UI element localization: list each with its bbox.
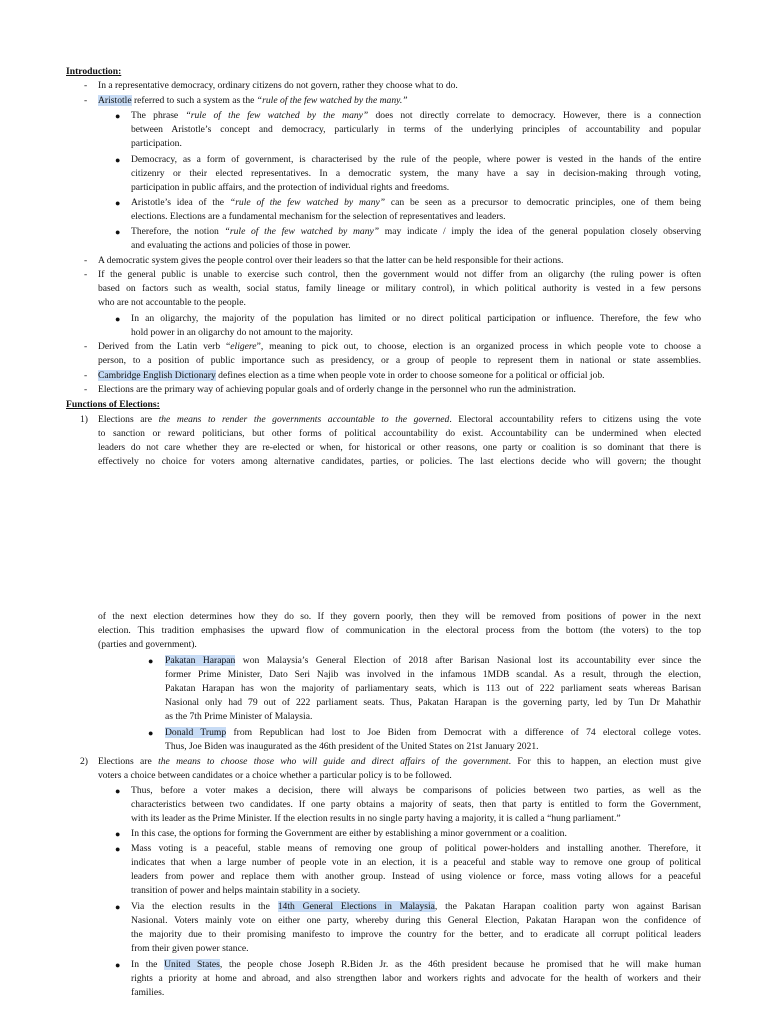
bullet-line: from their given power stance. <box>131 943 249 954</box>
text-span: , the people chose Joseph R.Biden Jr. as the 46th president because he promised that he will make human <box>219 959 701 970</box>
bullet-line: indicates that when a large number of people vote in an election, it is a peaceful and stable way to remove one group of political <box>131 857 701 868</box>
bullet-line: Nasional only had 79 out of 222 parliament seats. Thus, Pakatan Harapan is the governing party, led by Tun Dr Mahathir <box>165 697 701 708</box>
bullet-line: leaders from power and replace them with another group. Instead of using violence or force, mass voting allows for a peaceful <box>131 871 701 882</box>
bullet-line: elections. Elections are a fundamental mechanism for the selection of representatives and leaders. <box>131 211 506 222</box>
intro-paragraph: If the general public is unable to exercise such control, then the government would not differ from an oligarchy (the ruling power is often <box>98 269 701 280</box>
introduction-heading: Introduction: <box>66 66 122 77</box>
text-span: Derived from the Latin verb “ <box>98 341 231 352</box>
bullet-line: Pakatan Harapan has won the majority of parliamentary seats, which is 113 out of 222 parliament seats whereas Barisan <box>165 683 701 694</box>
bullet-line <box>131 225 701 239</box>
bullet-line: Thus, before a voter makes a decision, there will always be comparisons of policies between two parties, as well as the <box>131 785 701 796</box>
dash-marker: - <box>84 341 88 352</box>
intro-paragraph: based on factors such as wealth, social status, family lineage or military control), in which political authority is vested in a few persons <box>98 283 701 294</box>
bullet-line: characteristics between two candidates. If one party obtains a majority of seats, then that party is entitled to form the Government, <box>131 799 701 810</box>
bullet-line: citizenry or their elected representatives. In a democratic system, the many have a say in decision-making through voting, <box>131 168 701 179</box>
text-span: , the Pakatan Harapan coalition party won against Barisan <box>434 901 701 912</box>
text-span: Therefore, the notion <box>131 226 225 237</box>
bullet-line <box>131 958 701 972</box>
function-paragraph: election. This tradition emphasises the upward flow of communication in the electoral process from the bottom (the voters) to the top <box>98 625 701 636</box>
function-paragraph: of the next election determines how they do so. If they govern poorly, then they will be removed from positions of power in the next <box>98 611 701 622</box>
bullet-line: hold power in an oligarchy do not amount to the majority. <box>131 327 353 338</box>
text-span: Via the election results in the <box>131 901 278 912</box>
bullet-marker: ● <box>115 960 121 970</box>
text-span: Elections are <box>98 756 159 767</box>
bullet-line: Mass voting is a peaceful, stable means of removing one group of political power-holders and installing another. Therefore, it <box>131 843 701 854</box>
bullet-marker: ● <box>115 902 121 912</box>
bullet-marker: ● <box>115 314 121 324</box>
intro-paragraph: In a representative democracy, ordinary citizens do not govern, rather they choose what to do. <box>98 80 458 91</box>
bullet-marker: ● <box>115 844 121 854</box>
bullet-line: with its leader as the Prime Minister. If the election results in no single party having a majority, it is called a “hung parliament.” <box>131 813 621 824</box>
bullet-line <box>131 900 701 914</box>
emphasis: the means to render the governments accountable to the governed <box>158 414 450 425</box>
dash-marker: - <box>84 269 88 280</box>
quote: “rule of the few watched by the many.” <box>256 95 408 106</box>
emphasis: the means to choose those who will guide and direct affairs of the government <box>158 756 509 767</box>
function-paragraph <box>98 755 701 769</box>
bullet-line <box>165 726 701 740</box>
intro-paragraph: A democratic system gives the people control over their leaders so that the latter can be held responsible for their actions. <box>98 255 564 266</box>
text-span: Elections are <box>98 414 159 425</box>
highlighted-term: Cambridge English Dictionary <box>98 370 216 381</box>
bullet-line: participation in public affairs, and the protection of individual rights and freedoms. <box>131 182 450 193</box>
dash-marker: - <box>84 370 88 381</box>
function-paragraph: voters a choice between candidates or a choice whether a particular policy is to be followed. <box>98 770 452 781</box>
bullet-line: and evaluating the actions and policies of those in power. <box>131 240 351 251</box>
bullet-line: former Prime Minister, Dato Seri Najib was involved in the infamous 1MDB scandal. As a result, through the election, <box>165 669 701 680</box>
function-paragraph: leaders do not care whether they are re-elected or when, for historical or other reasons, one party or coalition is so dominant that there is <box>98 442 701 453</box>
text-span: ”, meaning to pick out, to choose, election is an organized process in which people vote to choose a <box>256 341 701 352</box>
bullet-line: rights a priority at home and abroad, and also strengthen labor and workers rights and advocate for the health of workers and their <box>131 973 701 984</box>
function-paragraph: effectively no choice for voters among alternative candidates, parties, or policies. The last elections decide who will govern; the thought <box>98 456 701 467</box>
list-number: 1) <box>80 414 88 425</box>
bullet-marker: ● <box>115 786 121 796</box>
text-span: won Malaysia’s General Election of 2018 after Barisan Nasional lost its accountability ever since the <box>235 655 701 666</box>
bullet-line: the majority due to their promising manifesto to improve the country for the better, and to eradicate all corrupt political leaders <box>131 929 701 940</box>
dash-marker: - <box>84 255 88 266</box>
dash-marker: - <box>84 95 88 106</box>
bullet-marker: ● <box>115 111 121 121</box>
intro-paragraph <box>98 94 408 108</box>
bullet-marker: ● <box>148 728 154 738</box>
bullet-line <box>131 109 701 123</box>
text-span: may indicate / imply the idea of the general population closely observing <box>379 226 701 237</box>
highlighted-term: Aristotle <box>98 95 132 106</box>
quote: “rule of the few watched by the many” <box>185 110 369 121</box>
bullet-line: Nasional. Voters mainly vote on either one party, whereby during this General Election, Pakatan Harapan won the confidence of <box>131 915 701 926</box>
intro-paragraph <box>98 369 605 383</box>
highlighted-term: Pakatan Harapan <box>165 655 236 666</box>
bullet-line <box>165 654 701 668</box>
bullet-marker: ● <box>148 656 154 666</box>
bullet-line: transition of power and helps maintain stability in a society. <box>131 885 361 896</box>
bullet-line: participation. <box>131 138 182 149</box>
list-number: 2) <box>80 756 88 767</box>
intro-paragraph: person, to a position of public importance such as presidency, or a group of people to represent them in national or state assemblies. <box>98 355 701 366</box>
text-span: can be seen as a precursor to democratic principles, one of them being <box>385 197 701 208</box>
text-span: . For this to happen, an election must give <box>508 756 701 767</box>
bullet-line: In an oligarchy, the majority of the population has limited or no direct political participation or influence. Therefore, the few who <box>131 313 701 324</box>
text-span: defines election as a time when people vote in order to choose someone for a political or official job. <box>215 370 605 381</box>
function-paragraph: (parties and government). <box>98 639 197 650</box>
bullet-marker: ● <box>115 227 121 237</box>
intro-paragraph <box>98 340 701 354</box>
function-paragraph <box>98 413 701 427</box>
text-span: referred to such a system as the <box>131 95 257 106</box>
bullet-line: In this case, the options for forming the Government are either by establishing a minor government or a coalition. <box>131 828 567 839</box>
bullet-marker: ● <box>115 829 121 839</box>
highlighted-term: 14th General Elections in Malaysia <box>277 901 435 912</box>
text-span: The phrase <box>131 110 186 121</box>
dash-marker: - <box>84 384 88 395</box>
bullet-line: Thus, Joe Biden was inaugurated as the 46th president of the United States on 21st January 2021. <box>165 741 539 752</box>
intro-paragraph: Elections are the primary way of achieving popular goals and of orderly change in the personnel who run the administration. <box>98 384 576 395</box>
bullet-line: between Aristotle’s concept and democracy, particularly in terms of the underlying principles of accountability and popular <box>131 124 701 135</box>
bullet-line <box>131 196 701 210</box>
text-span: In the <box>131 959 165 970</box>
highlighted-term: Donald Trump <box>165 727 227 738</box>
text-span: . Electoral accountability refers to citizens using the vote <box>449 414 701 425</box>
intro-paragraph: who are not accountable to the people. <box>98 297 246 308</box>
quote: “rule of the few watched by many” <box>229 197 386 208</box>
dash-marker: - <box>84 80 88 91</box>
bullet-line: families. <box>131 987 165 998</box>
highlighted-term: United States <box>164 959 220 970</box>
latin-term: eligere <box>230 341 257 352</box>
bullet-line: Democracy, as a form of government, is characterised by the rule of the people, where power is vested in the hands of the entire <box>131 154 701 165</box>
bullet-marker: ● <box>115 198 121 208</box>
function-paragraph: to sanction or reward politicians, but other forms of political accountability do exist. Accountability can be undermined when elected <box>98 428 701 439</box>
bullet-marker: ● <box>115 155 121 165</box>
text-span: Aristotle’s idea of the <box>131 197 230 208</box>
quote: “rule of the few watched by many” <box>224 226 380 237</box>
text-span: does not directly correlate to democracy. However, there is a connection <box>368 110 701 121</box>
functions-heading: Functions of Elections: <box>66 399 160 410</box>
text-span: from Republican had lost to Joe Biden from Democrat with a difference of 74 electoral college votes. <box>226 727 701 738</box>
bullet-line: as the 7th Prime Minister of Malaysia. <box>165 711 313 722</box>
